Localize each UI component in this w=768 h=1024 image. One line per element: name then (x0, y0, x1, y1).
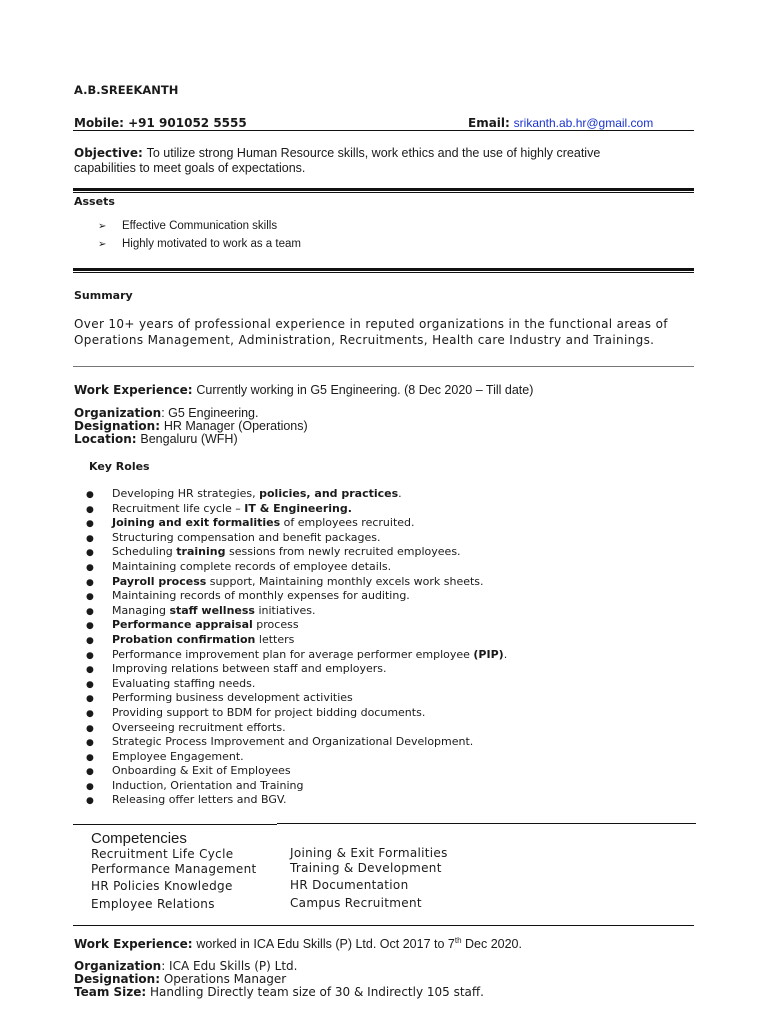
key-role-item: ● Scheduling training sessions from newly recruited employees. (86, 545, 507, 560)
bullet-icon: ● (86, 738, 94, 749)
bullet-icon: ● (86, 679, 94, 690)
competency-item: Joining & Exit Formalities (290, 846, 448, 860)
assets-rule-thin (73, 272, 694, 273)
competencies-right (290, 845, 448, 911)
competencies-rule-short (73, 824, 277, 825)
bullet-icon: ● (86, 577, 94, 588)
objective-label: Objective: (74, 146, 143, 160)
competencies-bottom-rule (73, 925, 694, 926)
bullet-icon: ● (86, 519, 94, 530)
competencies-heading: Competencies (91, 830, 187, 847)
key-role-item: ● Performance appraisal process (86, 618, 507, 633)
key-role-item: ● Joining and exit formalities of employees recruited. (86, 516, 507, 531)
competency-item: HR Policies Knowledge (91, 879, 233, 893)
email-line (468, 116, 653, 130)
key-role-item: ● Performing business development activities (86, 691, 507, 706)
competency-item: Recruitment Life Cycle (91, 847, 234, 861)
objective (74, 146, 694, 176)
assets-heading: Assets (74, 195, 115, 208)
summary-heading: Summary (74, 289, 133, 302)
work-experience-label: Work Experience: (74, 383, 193, 397)
key-role-item: ● Recruitment life cycle – IT & Engineering. (86, 502, 507, 517)
key-roles-heading: Key Roles (89, 460, 150, 473)
candidate-name: A.B.SREEKANTH (74, 83, 179, 97)
organization-2: Organization: ICA Edu Skills (P) Ltd. Designation: Operations Manager Team Size: Handling Directly team size of 30 & Indirectly 105 staff. (74, 959, 484, 999)
list-item: ➢ Highly motivated to work as a team (98, 235, 301, 253)
arrow-bullet-icon: ➢ (98, 221, 107, 232)
work-experience-text: Currently working in G5 Engineering. (8 Dec 2020 – Till date) (196, 383, 534, 397)
competency-item: HR Documentation (290, 878, 409, 892)
bullet-icon: ● (86, 606, 94, 617)
key-role-item: ● Evaluating staffing needs. (86, 677, 507, 692)
competency-item: Campus Recruitment (290, 896, 422, 910)
competencies-rule-long (277, 823, 696, 824)
list-item: ➢ Effective Communication skills (98, 217, 301, 235)
competencies-left (91, 846, 257, 912)
key-role-item: ● Structuring compensation and benefit packages. (86, 531, 507, 546)
bullet-icon: ● (86, 796, 94, 807)
bullet-icon: ● (86, 490, 94, 500)
bullet-icon: ● (86, 665, 94, 676)
bullet-icon: ● (86, 635, 94, 646)
key-role-item: ● Induction, Orientation and Training (86, 779, 507, 794)
bullet-icon: ● (86, 621, 94, 632)
key-role-item: ● Providing support to BDM for project bidding documents. (86, 706, 507, 721)
bullet-icon: ● (86, 533, 94, 544)
bullet-icon: ● (86, 781, 94, 792)
header-rule (73, 130, 694, 131)
key-role-item: ● Employee Engagement. (86, 750, 507, 765)
objective-rule-thick (73, 188, 694, 191)
key-role-item: ● Overseeing recruitment efforts. (86, 721, 507, 736)
key-role-item: ● Maintaining records of monthly expenses for auditing. (86, 589, 507, 604)
bullet-icon: ● (86, 562, 94, 573)
key-role-item: ● Payroll process support, Maintaining monthly excels work sheets. (86, 575, 507, 590)
key-role-item: ● Improving relations between staff and employers. (86, 662, 507, 677)
summary-rule (73, 366, 694, 367)
organization-1: Organization: G5 Engineering. Designation: HR Manager (Operations) Location: Bengaluru (WFH) (74, 406, 308, 446)
key-role-item: ● Onboarding & Exit of Employees (86, 764, 507, 779)
competency-item: Performance Management (91, 862, 257, 876)
key-role-item: ● Maintaining complete records of employee details. (86, 560, 507, 575)
assets-rule-thick (73, 268, 694, 271)
bullet-icon: ● (86, 708, 94, 719)
work-experience-text: worked in ICA Edu Skills (P) Ltd. Oct 2017 to 7th Dec 2020. (196, 936, 522, 952)
work-experience-2 (74, 936, 522, 951)
email-link[interactable]: srikanth.ab.hr@gmail.com (513, 116, 654, 130)
bullet-icon: ● (86, 650, 94, 661)
competency-item: Employee Relations (91, 897, 215, 911)
summary-text: Over 10+ years of professional experience in reputed organizations in the functional areas of Operations Management, Administration, Recruitments, Health care Industry and Trainings. (74, 317, 668, 347)
key-role-item: ● Probation confirmation letters (86, 633, 507, 648)
key-role-item: ● Developing HR strategies, policies, and practices. (86, 487, 507, 502)
mobile-number: Mobile: +91 901052 5555 (74, 116, 247, 130)
bullet-icon: ● (86, 592, 94, 603)
key-role-item: ● Managing staff wellness initiatives. (86, 604, 507, 619)
objective-rule-thin (73, 192, 694, 193)
bullet-icon: ● (86, 504, 94, 515)
assets-list (98, 217, 301, 253)
work-experience-1 (74, 383, 533, 397)
work-experience-label: Work Experience: (74, 937, 193, 952)
bullet-icon: ● (86, 548, 94, 559)
competency-item: Training & Development (290, 861, 442, 875)
key-role-item: ● Performance improvement plan for average performer employee (PIP). (86, 648, 507, 663)
key-roles-list (86, 487, 507, 808)
arrow-bullet-icon: ➢ (98, 239, 107, 250)
bullet-icon: ● (86, 723, 94, 734)
email-label: Email: (468, 116, 510, 130)
key-role-item: ● Strategic Process Improvement and Organizational Development. (86, 735, 507, 750)
objective-text-2: capabilities to meet goals of expectations. (74, 161, 306, 175)
bullet-icon: ● (86, 752, 94, 763)
bullet-icon: ● (86, 767, 94, 778)
bullet-icon: ● (86, 694, 94, 705)
key-role-item: ● Releasing offer letters and BGV. (86, 793, 507, 808)
objective-text-1: To utilize strong Human Resource skills, work ethics and the use of highly creative (146, 146, 601, 160)
